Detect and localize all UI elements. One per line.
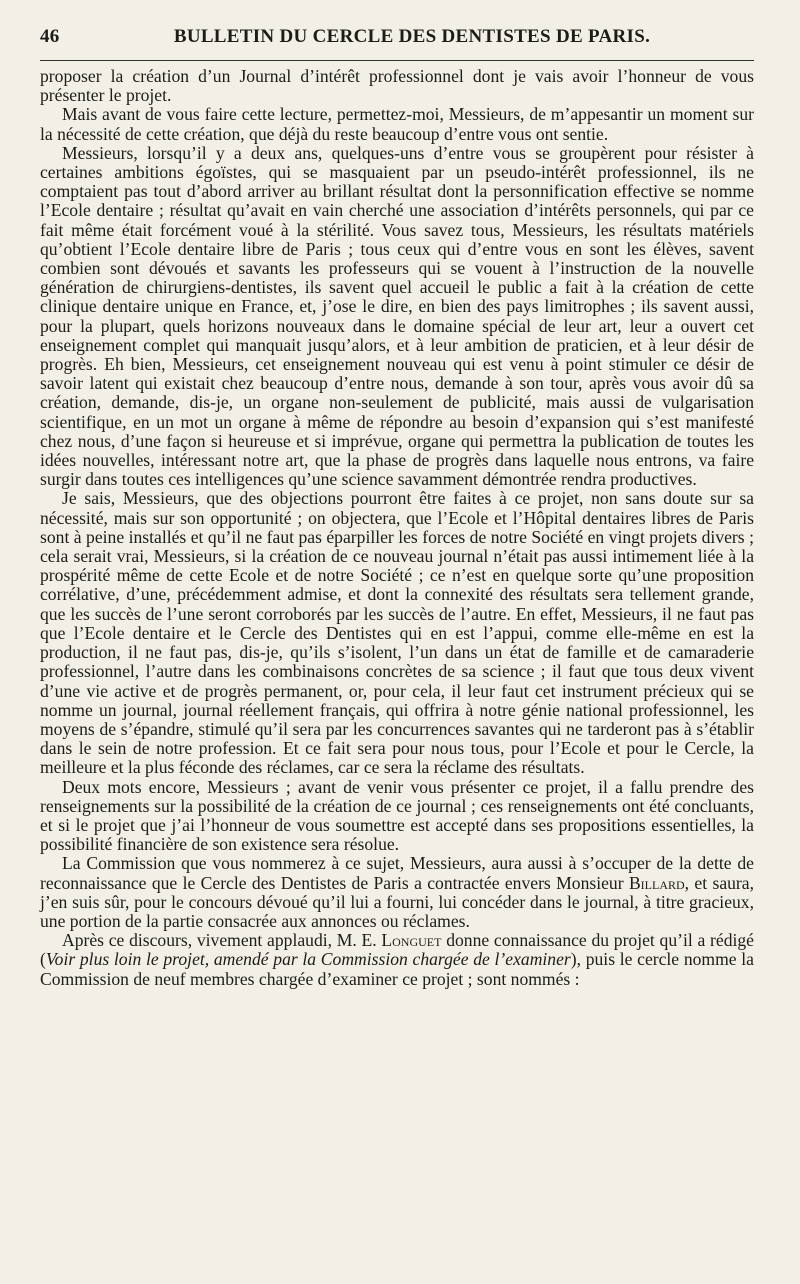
running-title: BULLETIN DU CERCLE DES DENTISTES DE PARIS. (173, 26, 651, 47)
paragraph-6-text-end: , et saura, j’en suis sûr, pour le concours dévoué qu’il lui a fourni, lui concéder dans le journal, à titre gracieux, une portion de la partie consacrée aux annonces ou réclames. (40, 872, 754, 931)
paragraph-7-text-middle: donne connaissance du projet qu’il a rédigé ( (40, 930, 754, 970)
paragraph-5: Deux mots encore, Messieurs ; avant de venir vous présenter ce projet, il a fallu prendre des renseignements sur la possibilité de la création de ce journal ; ces renseignements ont été concluants, et si le projet que j’ai l’honneur de vous soumettre est accepté dans ses propositions essentielles, la possibilité financière de son existence sera résolue. (40, 776, 754, 855)
paragraph-6 (40, 854, 754, 931)
running-header (40, 26, 754, 54)
body-text (40, 67, 754, 989)
person-name-billard: Billard (628, 872, 685, 893)
page-number: 46 (40, 26, 60, 47)
paragraph-3: Messieurs, lorsqu’il y a deux ans, quelques-uns d’entre vous se groupèrent pour résister à certaines ambitions égoïstes, qui se masquaient par un pseudo-intérêt professionnel, ils ne comptaient pas tout d’abord arriver au brillant résultat dont la personnification effective se nomme l’Ecole dentaire ; résultat qu’avait en vain cherché une association d’intérêts personnels, qui par ce fait même était forcément voué à la stérilité. Vous savez tous, Messieurs, les résultats matériels qu’obtient l’Ecole dentaire libre de Paris ; tous ceux qui d’entre vous en sont les élèves, savent combien sont dévoués et savants les professeurs qui se vouent à l’instruction de la nouvelle génération de chirurgiens-dentistes, ils savent quel accueil le public a fait à la création de cette clinique dentaire unique en France, et, j’ose le dire, en bien des pays limitrophes ; ils savent aussi, pour la plupart, quels horizons nouveaux dans le domaine spécial de leur art, leur a ouvert cet enseignement complet qui manquait jusqu’alors, et à leur ambition de praticien, et à leur désir de progrès. Eh bien, Messieurs, cet enseignement nouveau qui est venu à point stimuler ce désir de savoir latent qui existait chez beaucoup d’entre nous, demande à son tour, après vous avoir dû sa création, demande, dis-je, un organe non-seulement de publicité, mais aussi de vulgarisation scientifique, en un mot un organe à même de répondre au besoin d’expansion qui s’est manifesté chez nous, d’une façon si heureuse et si imprévue, organe qui permettra la publication de toutes les idées nouvelles, intéressant notre art, que la phase de progrès dans laquelle nous entrons, va faire surgir dans toutes ces intelligences qu’une science savamment démontrée rendra productives. (40, 142, 754, 490)
paragraph-7-text: Après ce discours, vivement applaudi, M. E. (62, 930, 382, 951)
paragraph-7 (40, 931, 754, 989)
paragraph-2: Mais avant de vous faire cette lecture, permettez-moi, Messieurs, de m’appesantir un moment sur la nécessité de cette création, que déjà du reste beaucoup d’entre vous ont sentie. (40, 104, 754, 144)
editorial-note: Voir plus loin le projet, amendé par la Commission chargée de l’examiner (45, 949, 571, 970)
person-name-longuet: Longuet (381, 930, 442, 951)
paragraph-4: Je sais, Messieurs, que des objections pourront être faites à ce projet, non sans doute sur sa nécessité, mais sur son opportunité ; on objectera, que l’Ecole et l’Hôpital dentaires libres de Paris sont à peine installés et qu’il ne faut pas éparpiller les forces de notre Société en vingt projets divers ; cela serait vrai, Messieurs, si la création de ce nouveau journal n’était pas aussi intimement liée à la prospérité même de cette Ecole et de notre Société ; ce n’est en quelque sorte qu’une proposition corrélative, d’une, précédemment admise, et dont la connexité des résultats sera tellement grande, que les succès de l’une seront corroborés par les succès de l’autre. En effet, Messieurs, il ne faut pas que l’Ecole dentaire et le Cercle des Dentistes qui en est l’appui, comme elle-même en est la production, il ne faut pas, dis-je, qu’ils s’isolent, l’un dans un état de famille et de camaraderie professionnel, l’autre dans les combinaisons concrètes de sa science ; il faut que tous deux vivent d’une vie active et de progrès permanent, or, pour cela, il leur faut cet instrument précieux qui se nomme un journal, journal réellement français, qui offrira à notre génie national professionnel, les moyens de s’épandre, stimulé qu’il sera par les concurrences savantes qui ne tarderont pas à s’établir dans le sein de notre profession. Et ce fait sera pour nous tous, pour l’Ecole et pour le Cercle, la meilleure et la plus féconde des réclames, car ce sera la réclame des résultats. (40, 488, 754, 778)
header-rule (40, 60, 754, 61)
paragraph-6-text: La Commission que vous nommerez à ce sujet, Messieurs, aura aussi à s’occuper de la dette de reconnaissance que le Cercle des Dentistes de Paris a contractée envers Monsieur (40, 853, 754, 893)
paragraph-1: proposer la création d’un Journal d’intérêt professionnel dont je vais avoir l’honneur de vous présenter le projet. (40, 66, 754, 106)
paragraph-7-text-end: ), puis le cercle nomme la Commission de neuf membres chargée d’examiner ce projet ; sont nommés : (40, 949, 754, 989)
